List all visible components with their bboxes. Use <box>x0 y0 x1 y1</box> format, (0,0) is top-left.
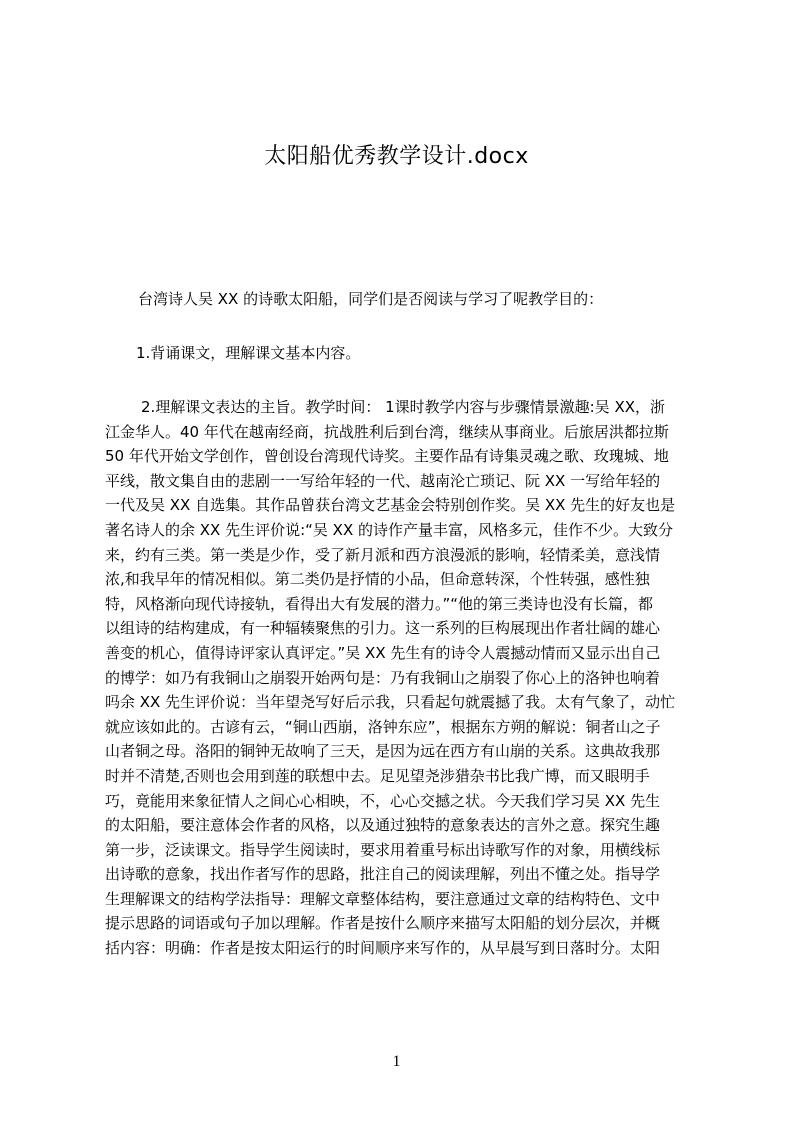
body-line: 山者铜之母。洛阳的铜钟无故响了三天，是因为远在西方有山崩的关系。这典故我那 <box>105 742 661 761</box>
document-title: 太阳船优秀教学设计.docx <box>264 144 529 169</box>
body-line: 吗余 XX 先生评价说：当年望尧写好后示我，只看起句就震撼了我。太有气象了，动忙 <box>105 693 676 712</box>
body-line: 一代及吴 XX 自选集。其作品曾获台湾文艺基金会特别创作奖。吴 XX 先生的好友也是 <box>105 496 676 515</box>
page-number: 1 <box>392 1053 401 1070</box>
body-paragraph <box>105 395 697 961</box>
body-line: 的太阳船，要注意体会作者的风格，以及通过独特的意象表达的言外之意。探究生趣 <box>105 816 661 835</box>
body-line: 的博学：如乃有我铜山之崩裂开始两句是：乃有我铜山之崩裂了你心上的洛钟也响着 <box>105 668 661 687</box>
body-line: 善变的机心，值得诗评家认真评定。”吴 XX 先生有的诗令人震撼动情而又显示出自己 <box>105 643 661 662</box>
body-line: 就应该如此的。古谚有云，“铜山西崩，洛钟东应”，根据东方朔的解说：铜者山之子 <box>105 717 661 736</box>
body-line: 著名诗人的余 XX 先生评价说:“吴 XX 的诗作产量丰富，风格多元，佳作不少。大致分 <box>105 520 674 539</box>
body-line: 第一步，泛读课文。指导学生阅读时，要求用着重号标出诗歌写作的对象，用横线标 <box>105 840 661 859</box>
body-line: 50 年代开始文学创作，曾创设台湾现代诗奖。主要作品有诗集灵魂之歌、玫瑰城、地 <box>105 447 669 466</box>
body-line: 以组诗的结构建成，有一种辐辏聚焦的引力。这一系列的巨构展现出作者壮阔的雄心 <box>105 619 661 638</box>
body-line: 2.理解课文表达的主旨。教学时间： 1课时教学内容与步骤情景激趣:吴 XX，浙 <box>141 398 665 416</box>
body-line: 提示思路的词语或句子加以理解。作者是按什么顺序来描写太阳船的划分层次，并概 <box>105 914 661 933</box>
body-line: 巧，竟能用来象征情人之间心心相映，不，心心交撼之状。今天我们学习吴 XX 先生 <box>105 791 661 810</box>
body-line: 江金华人。40 年代在越南经商，抗战胜利后到台湾，继续从事商业。后旅居洪都拉斯 <box>105 422 669 441</box>
intro-paragraph: 台湾诗人吴 XX 的诗歌太阳船，同学们是否阅读与学习了呢教学目的： <box>138 290 604 308</box>
body-line: 浓,和我早年的情况相似。第二类仍是抒情的小品，但命意转深，个性转强，感性独 <box>105 570 650 589</box>
body-line: 特，风格渐向现代诗接轨，看得出大有发展的潜力。”“他的第三类诗也没有长篇，都 <box>105 594 654 613</box>
body-line: 出诗歌的意象，找出作者写作的思路，批注自己的阅读理解，列出不懂之处。指导学 <box>105 865 661 884</box>
body-line: 括内容：明确：作者是按太阳运行的时间顺序来写作的，从早晨写到日落时分。太阳 <box>105 939 661 958</box>
body-line: 平线，散文集自由的悲剧一一写给年轻的一代、越南沦亡琐记、阮 XX 一写给年轻的 <box>105 471 661 490</box>
body-line: 生理解课文的结构学法指导：理解文章整体结构，要注意通过文章的结构特色、文中 <box>105 889 661 908</box>
body-line: 来，约有三类。第一类是少作，受了新月派和西方浪漫派的影响，轻情柔美，意浅情 <box>105 545 661 564</box>
objective-item-1: 1.背诵课文，理解课文基本内容。 <box>136 344 361 362</box>
body-line: 时并不清楚,否则也会用到莲的联想中去。足见望尧涉猎杂书比我广博，而又眼明手 <box>105 766 650 785</box>
